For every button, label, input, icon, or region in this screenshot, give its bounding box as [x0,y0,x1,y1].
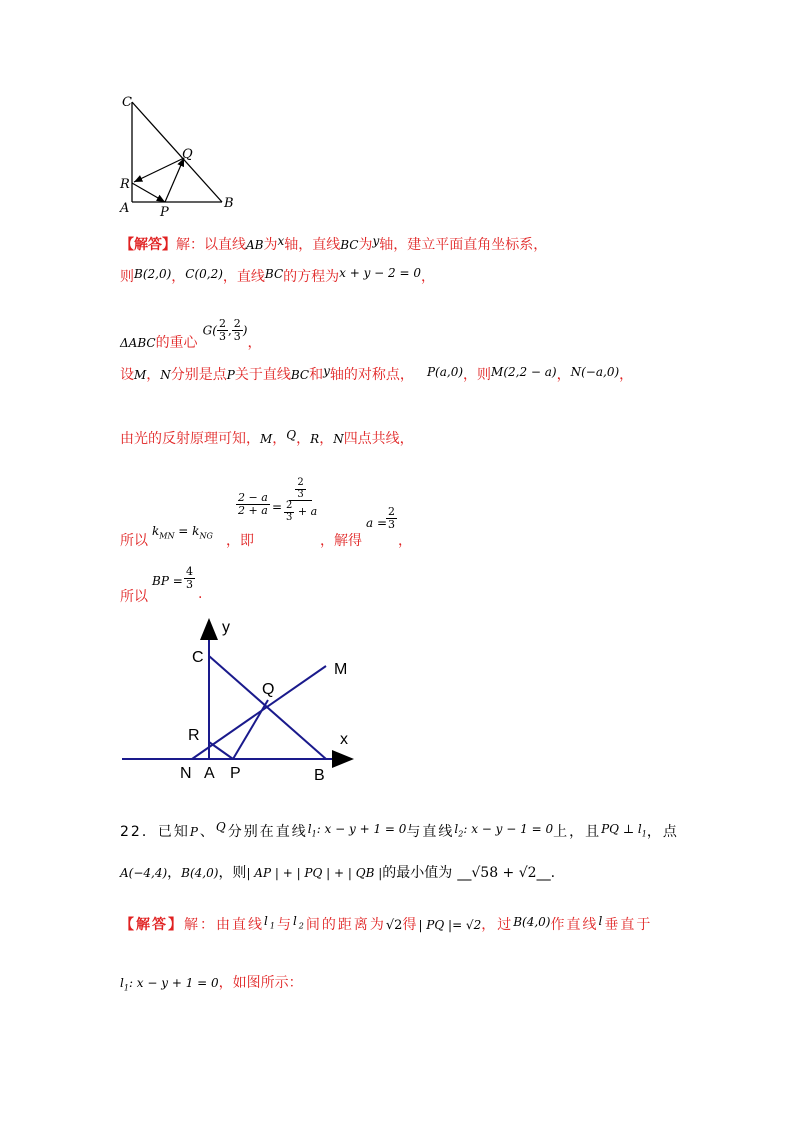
label-p: P [230,765,241,782]
problem-number: 22． [120,824,158,840]
label-r: R [120,177,130,192]
label-q: Q [262,681,275,698]
solution1-line3: $_{\Delta ABC}$的重心 G( $\frac{2}{3}$ , $\frac{2}{3}$ )， [120,317,262,351]
label-q: Q [182,147,193,162]
label-p: P [160,205,169,220]
solution22-line2: $l_1$: x − y + 1 = 0，如图所示： [120,975,303,993]
segment-pq [233,700,268,759]
label-a: A [204,765,215,782]
label-b: B [314,767,325,782]
solution1-line5: 由光的反射原理可知，M，$^Q$，R，N四点共线， [120,428,414,447]
label-b: B [224,196,234,211]
label-r: R [188,727,200,744]
segment-cb [132,102,222,202]
label-c: C [192,649,204,666]
solution1-line1: 【解答】解：以直线AB为$^x$轴，直线BC为$^y$轴，建立平面直角坐标系， [120,234,548,253]
answer-tag: 【解答】 [120,237,176,253]
vector-pq [165,158,184,202]
problem22-line1: 22．已知P、$^Q$分别在直线$l_1$: x − y + 1 = 0与直线$l_2$: x − y − 1 = 0上，且PQ ⊥ $l_1$，点 [120,820,679,840]
x-axis-arrow [332,750,354,768]
label-x: x [340,731,348,748]
solution1-line2: 则B(2,0)，C(0,2)，直线BC的方程为$^{x + y - 2 = 0}$， [120,266,436,285]
solution1-line4: 设M，N分别是点P关于直线BC和$^y$轴的对称点， P(a,0)，则M(2,2 − a)，N(−a,0)， [120,364,634,383]
solution22-line1: 【解答】解：由直线$^{l_1}$与$^{l_2}$间的距离为√2得| PQ |= √2，过B(4,0)作直线$^l$垂直于 [120,914,653,933]
label-m: M [334,661,348,678]
vector-qr [134,158,184,182]
label-a: A [120,201,130,216]
label-n: N [180,765,192,782]
vector-rp [132,183,165,202]
answer-tag-22: 【解答】 [120,917,184,933]
y-axis-arrow [200,618,218,640]
label-y: y [222,619,230,636]
triangle-figure-1 [110,90,250,220]
segment-rp [209,742,233,759]
reflection-figure-2 [118,612,368,782]
answer-value: √58 + √2 [471,865,537,881]
problem22-line2: A(−4,4)，B(4,0)，则| AP | + | PQ | + | QB |的最小值为 __√58 + √2__. [120,865,556,881]
label-c: C [122,95,132,110]
